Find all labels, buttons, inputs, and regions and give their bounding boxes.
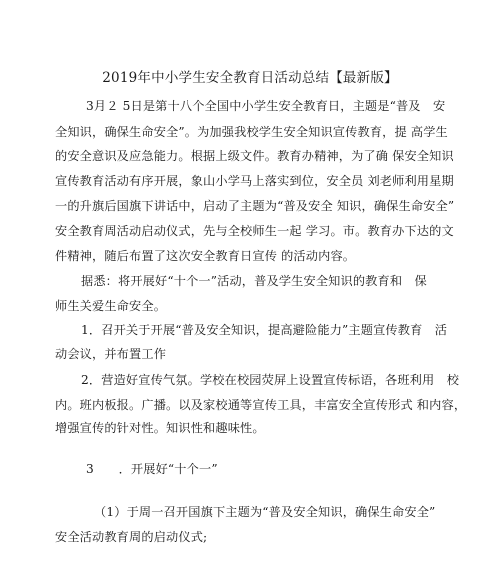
paragraph-2-line-1: 据悉：将开展好“十个一”活动，普及学生安全知识的教育和 保: [81, 274, 427, 288]
paragraph-5-line-1: 3 ．开展好“十个一”: [86, 462, 218, 476]
paragraph-4-line-2: 内。班内板报。广播。以及家校通等宣传工具，丰富安全宣传形式 和内容，: [55, 398, 467, 412]
paragraph-1-line-6: 安全教育周活动启动仪式，先与全校师生一起 学习。市。教育办下达的文: [55, 224, 454, 238]
paragraph-1-line-5: 一的升旗后国旗下讲话中，启动了主题为“普及安全 知识，确保生命安全”: [55, 199, 455, 213]
paragraph-6-line-1: （1）于周一召开国旗下主题为“普及安全知识，确保生命安全”: [94, 505, 436, 519]
document-title: 2019年中小学生安全教育日活动总结【最新版】: [102, 70, 398, 86]
paragraph-4-line-1: 2．营造好宣传气氛。学校在校园荧屏上设置宣传标语，各班利用 校: [81, 373, 460, 387]
paragraph-1-line-4: 宣传教育活动有序开展，象山小学马上落实到位，安全员 刘老师利用星期: [55, 174, 454, 188]
paragraph-2-line-2: 师生关爱生命安全。: [55, 299, 167, 313]
paragraph-6-line-2: 安全活动教育周的启动仪式;: [55, 530, 208, 544]
paragraph-1-line-7: 件精神，随后布置了这次安全教育日宣传 的活动内容。: [55, 249, 356, 263]
paragraph-1-line-2: 全知识，确保生命安全”。为加强我校学生安全知识宣传教育，提 高学生: [55, 125, 448, 139]
paragraph-3-line-1: 1．召开关于开展“普及安全知识，提高避险能力”主题宣传教育 活: [81, 323, 448, 337]
paragraph-3-line-2: 动会议，并布置工作: [55, 347, 167, 361]
paragraph-1-line-3: 的安全意识及应急能力。根据上级文件。教育办精神，为了确 保安全知识: [55, 149, 454, 163]
paragraph-1-line-1: 3月２ 5日是第十八个全国中小学生安全教育日，主题是“普及 安: [86, 99, 446, 113]
paragraph-4-line-3: 增强宣传的针对性。知识性和趣味性。: [55, 421, 265, 435]
